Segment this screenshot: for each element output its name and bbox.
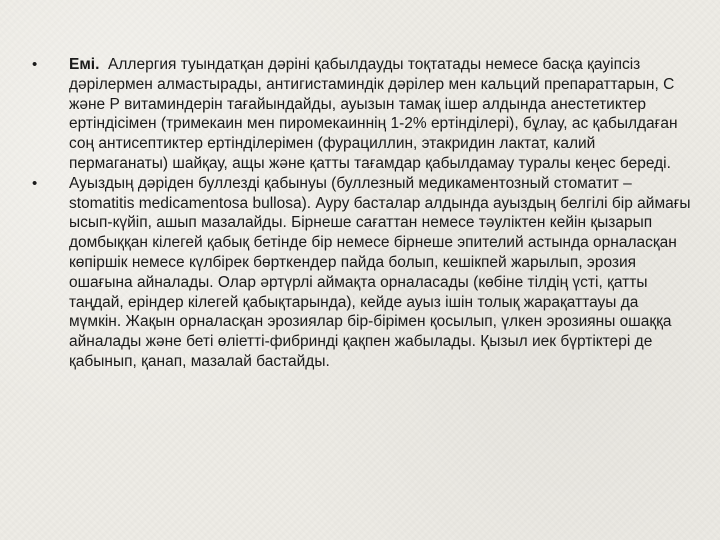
- bullet-bullous-stomatitis: [32, 174, 692, 372]
- bullet-marker: •: [32, 174, 38, 192]
- bullet-marker: •: [32, 56, 38, 73]
- bullet-list: [32, 55, 692, 372]
- bullet-text: Аллергия туындатқан дәріні қабылдауды тоқтатады немесе басқа қауіпсіз дәрілермен алмастырады, антигистаминдік дәрілер мен кальций препараттарын, С және Р витаминдерін тағайындайды, ауызын тамақ ішер алдында анестетиктер ертіндісімен (тримекаин мен пиромекаиннің 1-2% ертінділері), бұлау, ас қабылдаған соң антисептиктер ертінділерімен (фурациллин, этакридин лактат, калий пермаганаты) шайқау, ащы және қатты тағамдар қабылдамау туралы кеңес береді.: [69, 56, 682, 172]
- bullet-treatment: [32, 55, 692, 174]
- bullet-text: Ауыздың дәріден буллезді қабынуы (буллезный медикаментозный стоматит – stomatitis medicamentosa bullosa). Ауру басталар алдында ауыздың белгілі бір аймағы ысып-күйіп, ашып мазалайды. Бірнеше сағаттан немесе тәуліктен кейін қызарып домбыққан кілегей қабық бетінде бір немесе бірнеше эпителий астында орналасқан көпіршік немесе күлбірек бөрткендер пайда болып, кешікпей жарылып, эрозия ошағына айналады. Олар әртүрлі аймақта орналасады (көбіне тілдің үсті, қатты таңдай, еріндер кілегей қабықтарында), кейде ауыз ішін толық жарақаттауы да мүмкін. Жақын орналасқан эрозиялар бір-бірімен қосылып, үлкен эрозияны ошаққа айналады және беті өліетті-фибринді қақпен жабылады. Қызыл иек бүртіктері де қабынып, қанап, мазалай бастайды.: [69, 174, 691, 370]
- bullet-term: Емі.: [69, 56, 100, 73]
